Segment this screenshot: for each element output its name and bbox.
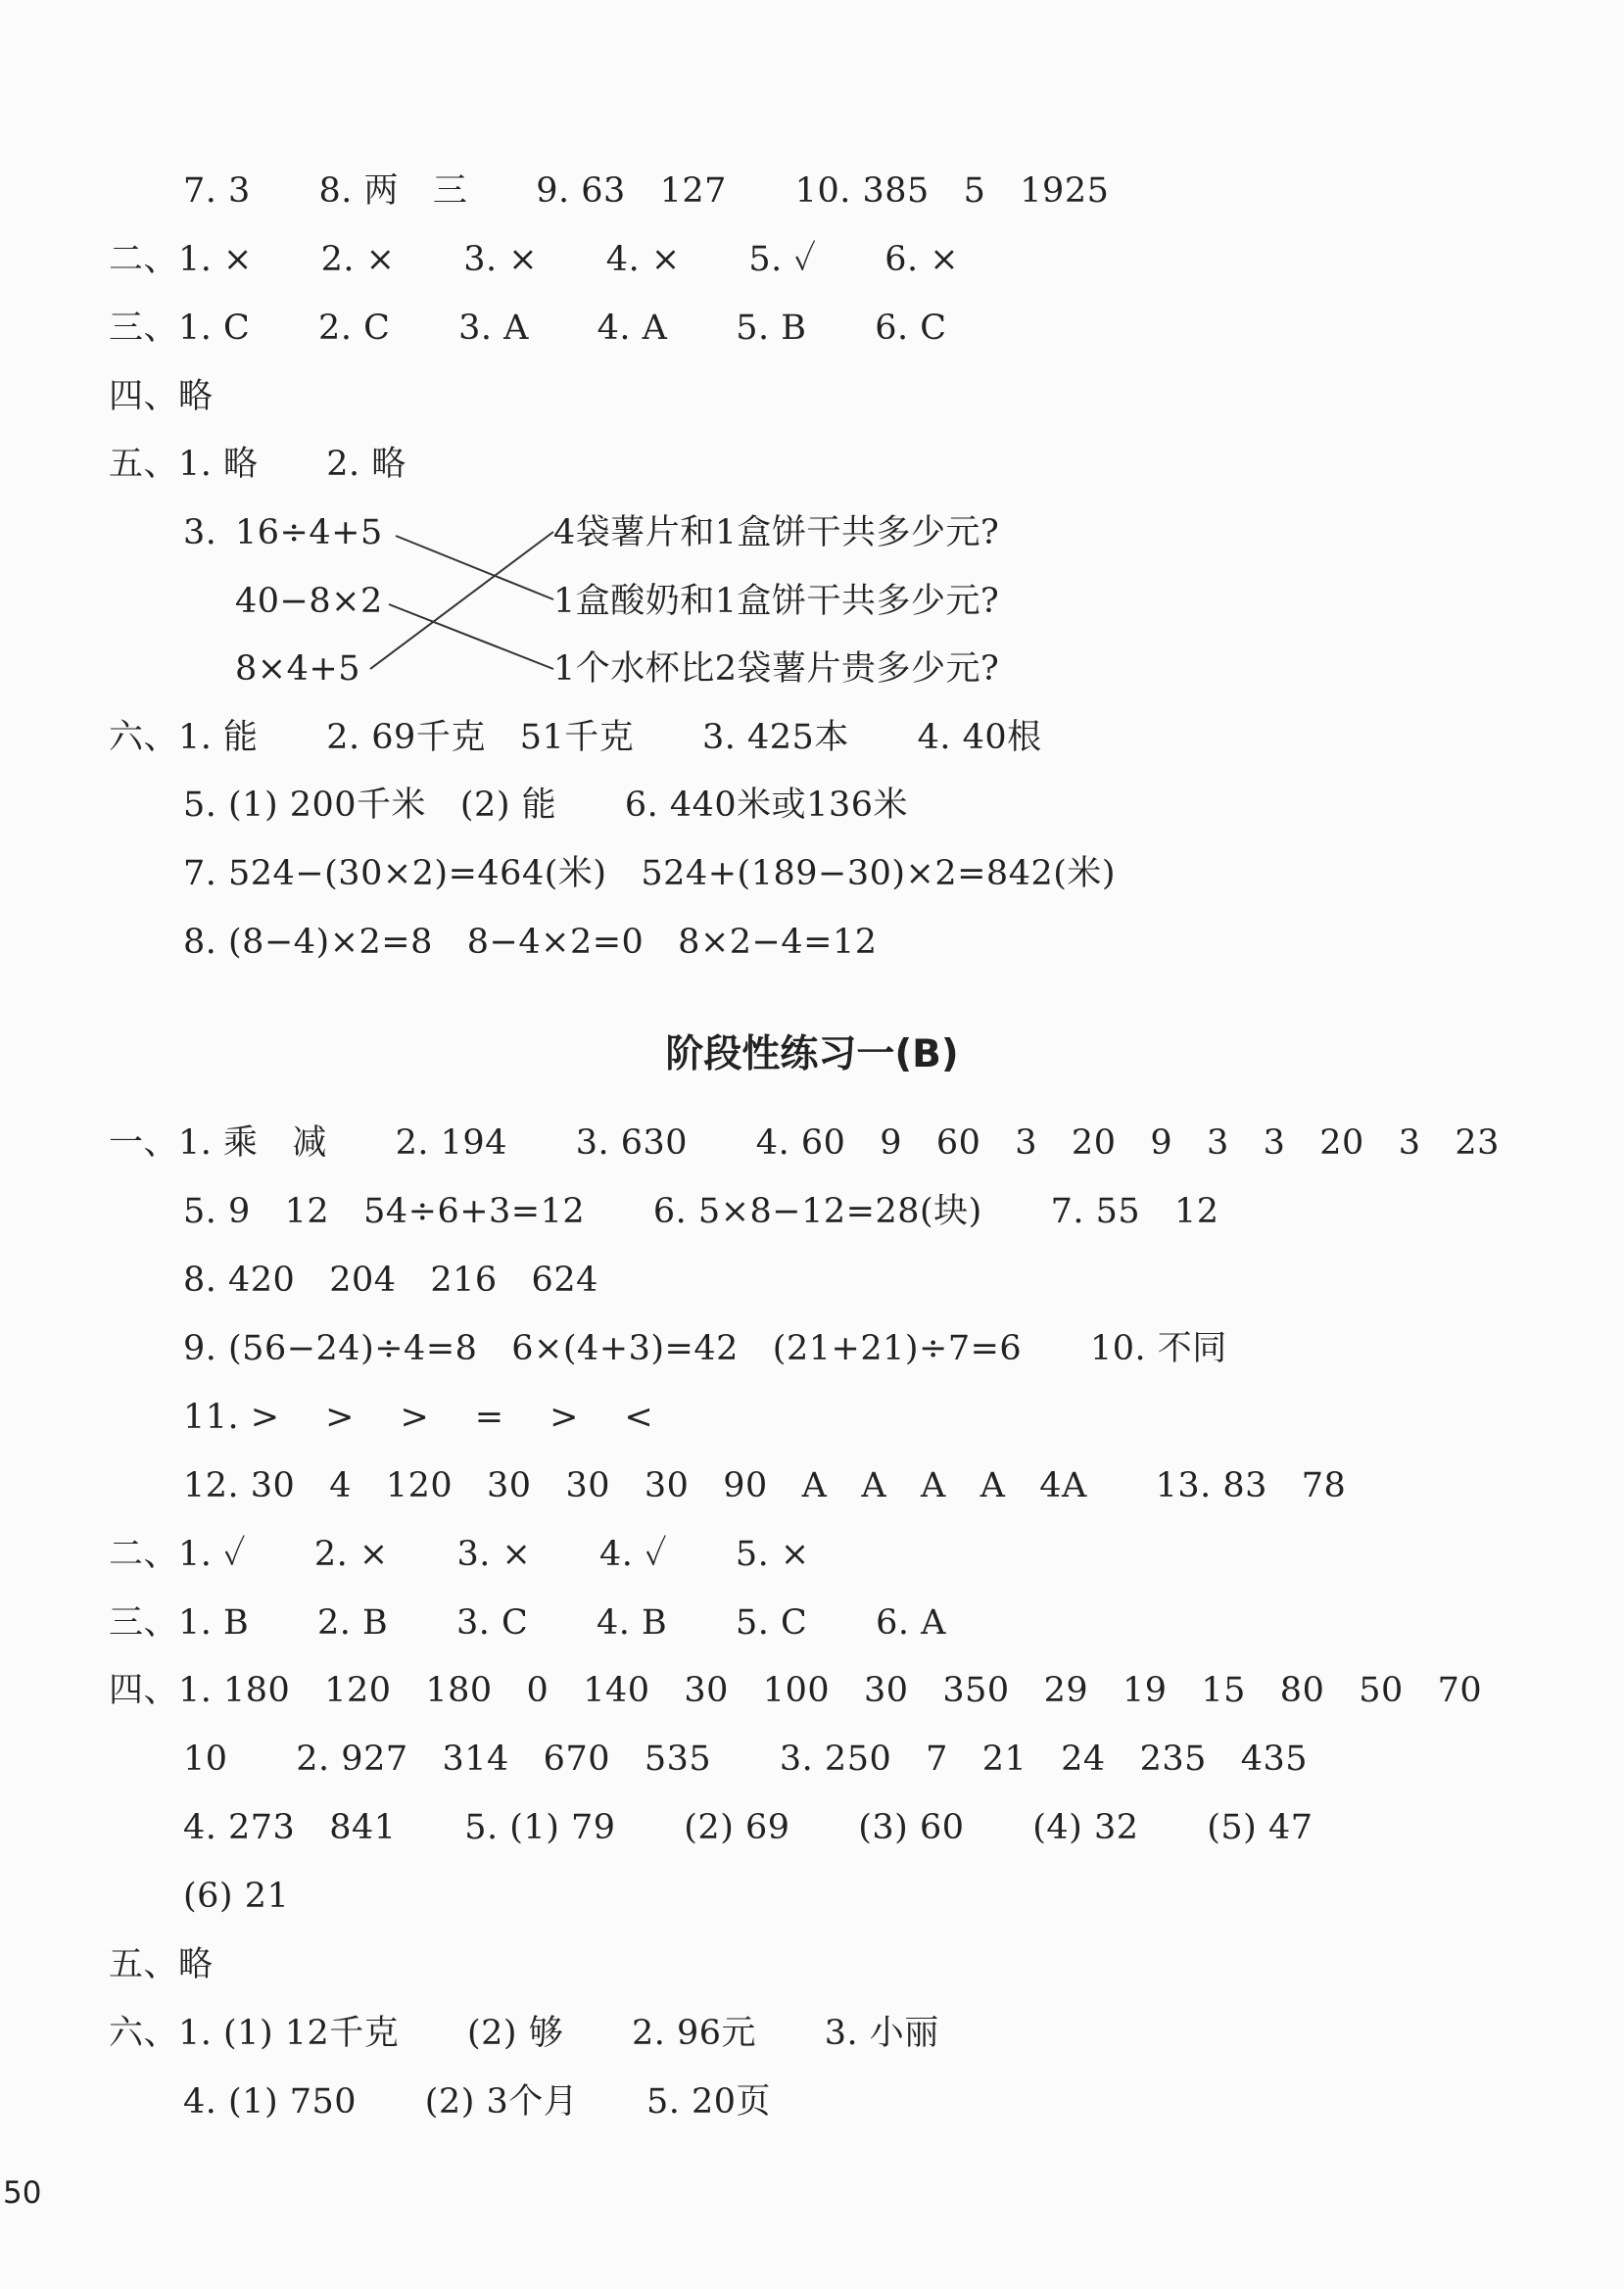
answer-line-6-5: 5. (1) 200千米 (2) 能 6. 440米或136米	[183, 786, 908, 825]
answer-line-section-4: 四、略	[109, 377, 214, 416]
answer-line-7-10: 7. 3 8. 两 三 9. 63 127 10. 385 5 1925	[183, 171, 1110, 211]
connector-line-3-to-1	[370, 532, 553, 669]
answer-line-section-5: 五、1. 略 2. 略	[109, 445, 406, 484]
answer-line-b-section-6: 六、1. (1) 12千克 (2) 够 2. 96元 3. 小丽	[109, 2014, 939, 2053]
match-right-question-3: 1个水杯比2袋薯片贵多少元?	[553, 649, 1000, 689]
answer-line-b-section-2: 二、1. ✓ 2. × 3. × 4. ✓ 5. ×	[109, 1535, 810, 1574]
answer-line-b-1-9: 9. (56−24)÷4=8 6×(4+3)=42 (21+21)÷7=6 10. 不同	[183, 1329, 1227, 1368]
section-title: 阶段性练习一(B)	[665, 1032, 959, 1076]
answer-line-b-section-3: 三、1. B 2. B 3. C 4. B 5. C 6. A	[109, 1603, 946, 1643]
answer-line-b-1-5: 5. 9 12 54÷6+3=12 6. 5×8−12=28(块) 7. 55 12	[183, 1192, 1219, 1231]
match-left-expression-2: 40−8×2	[235, 582, 383, 621]
answer-line-b-4-4: 4. 273 841 5. (1) 79 (2) 69 (3) 60 (4) 32 (5) 47	[183, 1808, 1314, 1847]
answer-line-b-1-8: 8. 420 204 216 624	[183, 1261, 598, 1300]
answer-line-b-section-1: 一、1. 乘 减 2. 194 3. 630 4. 60 9 60 3 20 9 3 3 20 3 23	[109, 1123, 1500, 1163]
answer-line-b-4-cont: 10 2. 927 314 670 535 3. 250 7 21 24 235 435	[183, 1740, 1309, 1779]
answer-line-6-7: 7. 524−(30×2)=464(米) 524+(189−30)×2=842(米)	[183, 854, 1117, 893]
answer-line-b-6-4: 4. (1) 750 (2) 3个月 5. 20页	[183, 2082, 772, 2122]
answer-line-section-3: 三、1. C 2. C 3. A 4. A 5. B 6. C	[109, 309, 947, 348]
answer-line-b-section-5: 五、略	[109, 1945, 214, 1984]
answer-line-6-8: 8. (8−4)×2=8 8−4×2=0 8×2−4=12	[183, 923, 878, 962]
match-right-question-1: 4袋薯片和1盒饼干共多少元?	[553, 513, 1000, 552]
match-question-number: 3.	[183, 513, 217, 552]
answer-line-b-1-12: 12. 30 4 120 30 30 30 90 A A A A 4A 13. 83 78	[183, 1466, 1347, 1505]
answer-line-b-1-11: 11. > > > = > <	[183, 1398, 654, 1437]
match-left-expression-1: 16÷4+5	[235, 513, 383, 552]
match-right-question-2: 1盒酸奶和1盒饼干共多少元?	[553, 582, 1000, 621]
match-left-expression-3: 8×4+5	[235, 649, 360, 689]
answer-line-section-2: 二、1. × 2. × 3. × 4. × 5. ✓ 6. ×	[109, 240, 960, 279]
answer-line-b-4-5-cont: (6) 21	[183, 1877, 290, 1916]
answer-line-section-6: 六、1. 能 2. 69千克 51千克 3. 425本 4. 40根	[109, 718, 1042, 757]
page-number: 50	[3, 2175, 42, 2211]
answer-line-b-section-4: 四、1. 180 120 180 0 140 30 100 30 350 29 19 15 80 50 70	[109, 1671, 1483, 1710]
